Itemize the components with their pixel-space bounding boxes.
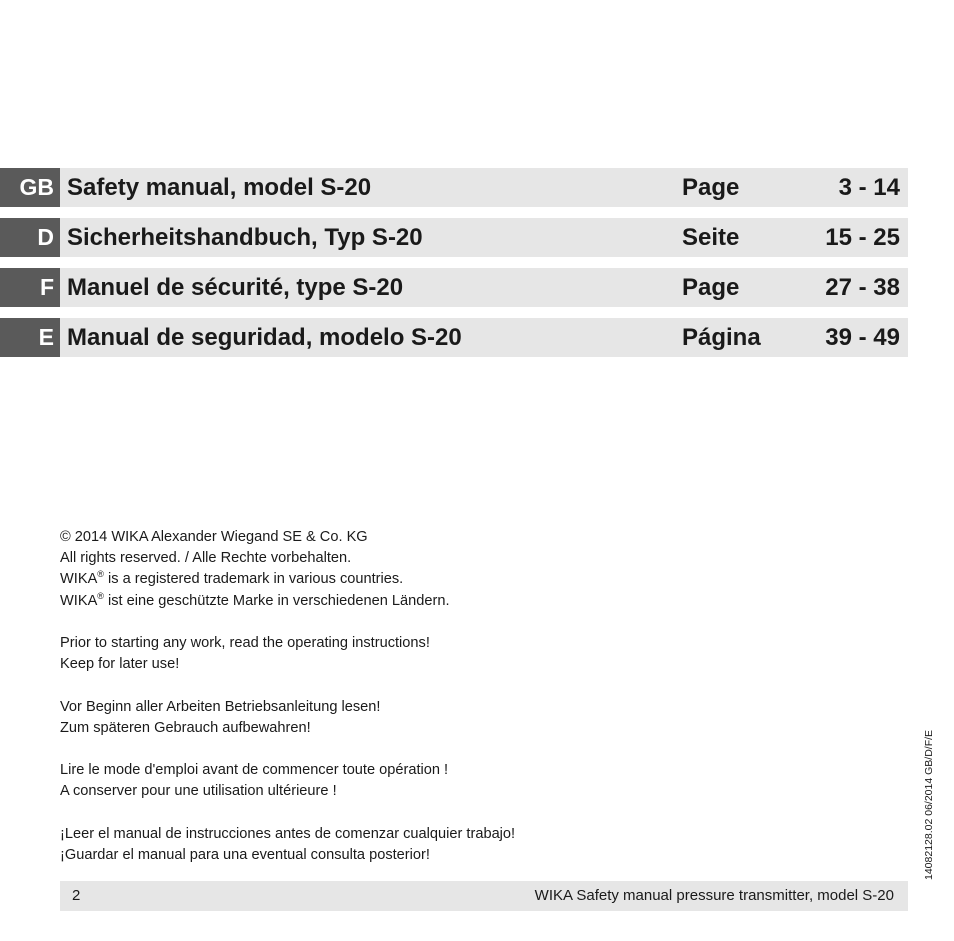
toc-entry-bar bbox=[60, 318, 908, 357]
notice-line: Prior to starting any work, read the operating instructions! bbox=[60, 635, 430, 651]
notice-spanish bbox=[60, 824, 680, 866]
page-number: 2 bbox=[72, 887, 81, 904]
language-code: F bbox=[0, 268, 60, 307]
language-code: D bbox=[0, 218, 60, 257]
notice-english bbox=[60, 633, 680, 675]
trademark-text-de: ist eine geschützte Marke in verschiedenen Ländern. bbox=[103, 592, 450, 609]
notice-line: Lire le mode d'emploi avant de commencer toute opération ! bbox=[60, 762, 449, 779]
notice-line: ¡Guardar el manual para una eventual consulta posterior! bbox=[60, 846, 430, 863]
rights-line: All rights reserved. / Alle Rechte vorbehalten. bbox=[60, 550, 352, 567]
notice-line: Keep for later use! bbox=[60, 656, 180, 673]
table-of-contents bbox=[0, 168, 908, 368]
trademark-line-de bbox=[60, 591, 680, 612]
notice-line: Zum späteren Gebrauch aufbewahren! bbox=[60, 719, 311, 736]
toc-page-range: 27 - 38 bbox=[825, 274, 900, 301]
toc-row-e[interactable] bbox=[0, 318, 908, 357]
language-code: GB bbox=[0, 168, 60, 207]
toc-entry-bar bbox=[60, 168, 908, 207]
toc-page-label: Page bbox=[682, 274, 740, 301]
registered-mark: ® bbox=[97, 590, 104, 601]
toc-page-range: 15 - 25 bbox=[825, 224, 900, 251]
document-code: 14082128.02 06/2014 GB/D/F/E bbox=[923, 729, 935, 880]
language-code: E bbox=[0, 318, 60, 357]
registered-mark: ® bbox=[97, 569, 104, 580]
toc-page-label: Page bbox=[682, 174, 740, 201]
notice-line: Vor Beginn aller Arbeiten Betriebsanleitung lesen! bbox=[60, 698, 381, 715]
toc-entry-bar bbox=[60, 268, 908, 307]
toc-entry-bar bbox=[60, 218, 908, 257]
legal-notes bbox=[60, 527, 680, 866]
toc-row-f[interactable] bbox=[0, 268, 908, 307]
toc-row-gb[interactable] bbox=[0, 168, 908, 207]
trademark-text-en: is a registered trademark in various countries. bbox=[103, 571, 404, 588]
notice-french bbox=[60, 760, 680, 802]
toc-page-range: 39 - 49 bbox=[825, 324, 900, 351]
toc-page-label: Página bbox=[682, 324, 761, 351]
trademark-line-en bbox=[60, 569, 680, 590]
notice-german bbox=[60, 697, 680, 739]
brand-name: WIKA bbox=[60, 592, 98, 609]
page-footer bbox=[60, 881, 908, 911]
toc-title: Manual de seguridad, modelo S-20 bbox=[67, 324, 462, 351]
copyright-block bbox=[60, 527, 680, 612]
notice-line: ¡Leer el manual de instrucciones antes de comenzar cualquier trabajo! bbox=[60, 825, 516, 842]
toc-page-range: 3 - 14 bbox=[838, 174, 900, 201]
brand-name: WIKA bbox=[60, 571, 98, 588]
toc-title: Sicherheitshandbuch, Typ S-20 bbox=[67, 224, 423, 251]
toc-title: Safety manual, model S-20 bbox=[67, 174, 372, 201]
footer-title: WIKA Safety manual pressure transmitter, model S-20 bbox=[534, 887, 894, 904]
copyright-line: © 2014 WIKA Alexander Wiegand SE & Co. KG bbox=[60, 529, 368, 545]
toc-title: Manuel de sécurité, type S-20 bbox=[67, 274, 404, 301]
toc-page-label: Seite bbox=[682, 224, 740, 251]
notice-line: A conserver pour une utilisation ultérieure ! bbox=[60, 783, 337, 800]
toc-row-d[interactable] bbox=[0, 218, 908, 257]
